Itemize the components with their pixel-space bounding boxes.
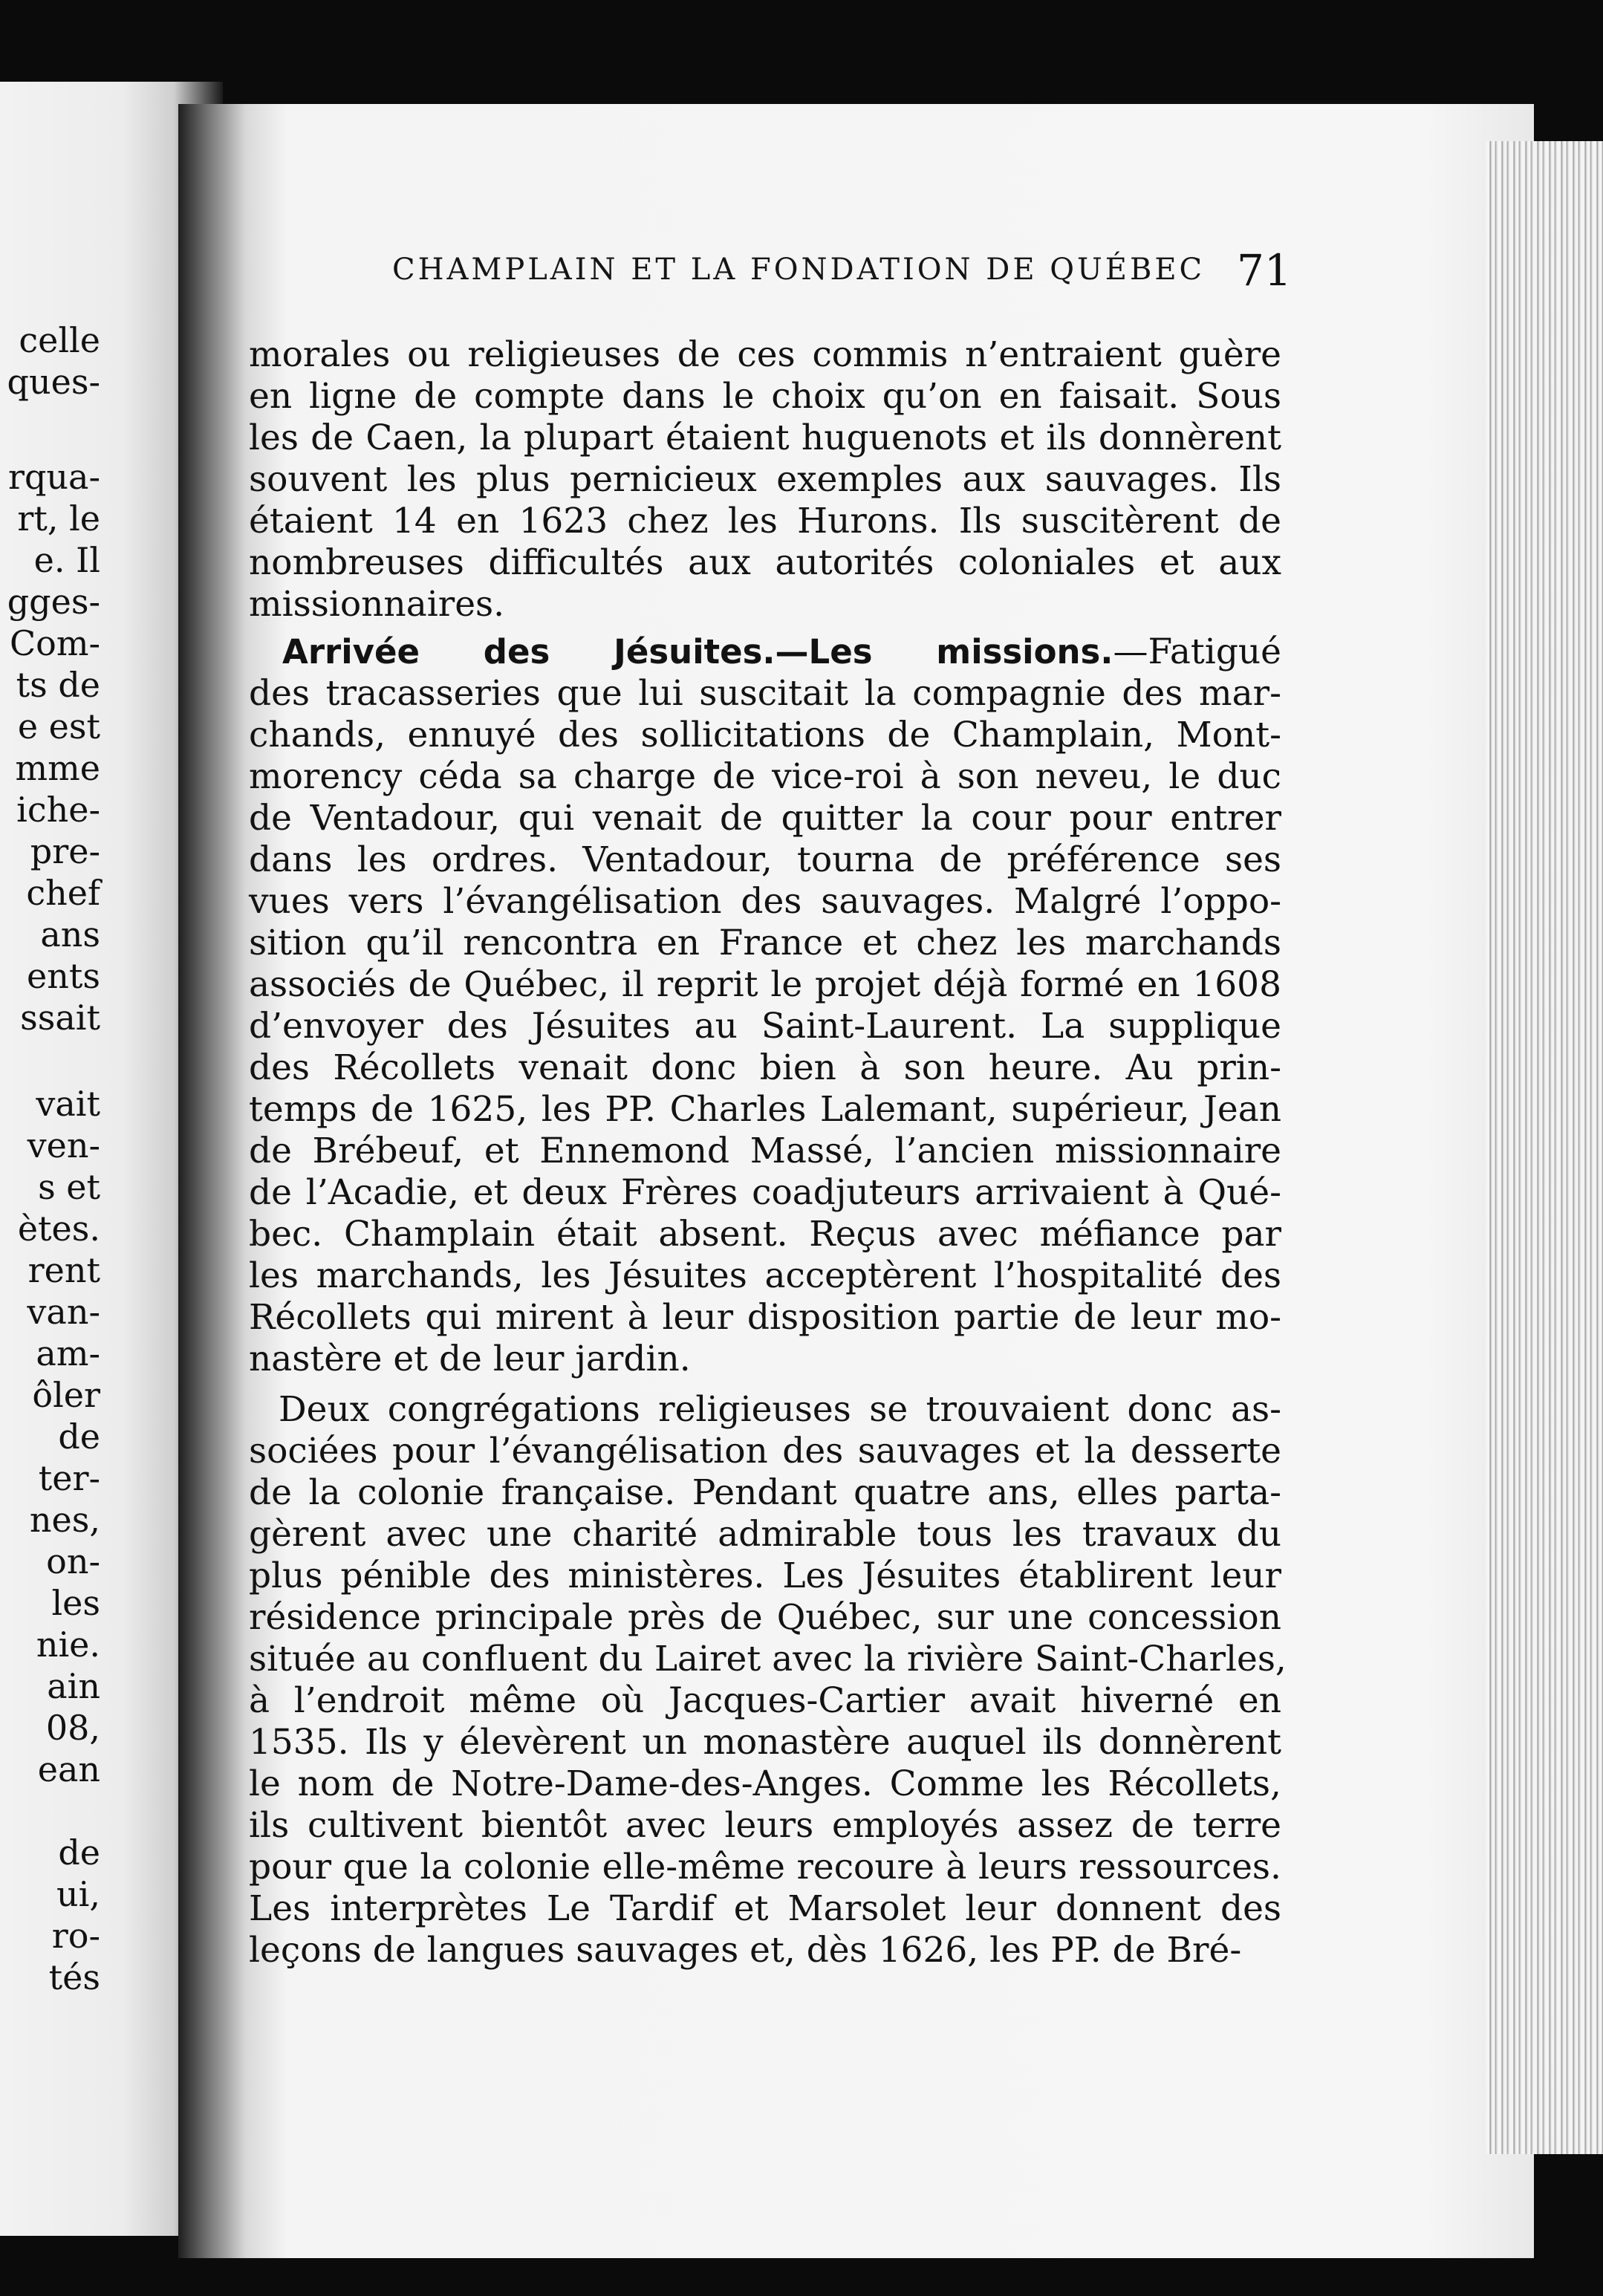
facing-page-line: rent bbox=[27, 1250, 100, 1290]
text-line: d’envoyer des Jésuites au Saint-Laurent. La supplique bbox=[249, 1006, 1281, 1047]
facing-page-line: on- bbox=[46, 1541, 100, 1581]
facing-page-line: ents bbox=[27, 956, 100, 996]
facing-page-line: ven- bbox=[27, 1125, 100, 1165]
text-line: résidence principale près de Québec, sur une concession bbox=[249, 1597, 1281, 1638]
facing-page-line: vait bbox=[36, 1084, 100, 1124]
facing-page-line: ôler bbox=[32, 1375, 100, 1415]
facing-page-line: van- bbox=[27, 1292, 100, 1332]
facing-page-line: chef bbox=[26, 873, 100, 913]
text-line: des Récollets venait donc bien à son heure. Au prin- bbox=[249, 1047, 1281, 1088]
facing-page-line: s et bbox=[38, 1167, 100, 1207]
facing-page-line: les bbox=[51, 1583, 100, 1623]
facing-page-line: de bbox=[58, 1417, 100, 1457]
text-line: gèrent avec une charité admirable tous les travaux du bbox=[249, 1514, 1281, 1555]
text-line: temps de 1625, les PP. Charles Lalemant, supérieur, Jean bbox=[249, 1089, 1281, 1130]
page-edges bbox=[1486, 141, 1603, 2154]
section-heading-line bbox=[282, 631, 1281, 673]
facing-page-line: de bbox=[58, 1832, 100, 1873]
facing-page-line: mme bbox=[15, 748, 100, 788]
text-line: de Ventadour, qui venait de quitter la cour pour entrer bbox=[249, 798, 1281, 839]
text-line: étaient 14 en 1623 chez les Hurons. Ils suscitèrent de bbox=[249, 501, 1281, 542]
text-line: bec. Champlain était absent. Reçus avec méfiance par bbox=[249, 1214, 1281, 1255]
text-line: de l’Acadie, et deux Frères coadjuteurs arrivaient à Qué- bbox=[249, 1172, 1281, 1213]
text-line: le nom de Notre-Dame-des-Anges. Comme les Récollets, bbox=[249, 1763, 1281, 1804]
facing-page-line: rqua- bbox=[7, 457, 100, 497]
facing-page-line: celle bbox=[19, 320, 100, 360]
facing-page-line: tés bbox=[48, 1957, 100, 1997]
text-line: de Brébeuf, et Ennemond Massé, l’ancien missionnaire bbox=[249, 1131, 1281, 1171]
facing-page-line: ques- bbox=[7, 362, 100, 402]
text-line: à l’endroit même où Jacques-Cartier avait hiverné en bbox=[249, 1680, 1281, 1721]
text-line: plus pénible des ministères. Les Jésuites établirent leur bbox=[249, 1555, 1281, 1596]
facing-page-line: ean bbox=[37, 1749, 100, 1789]
text-line: 1535. Ils y élevèrent un monastère auquel ils donnèrent bbox=[249, 1722, 1281, 1763]
facing-page-line: ssait bbox=[20, 998, 100, 1038]
text-line: vues vers l’évangélisation des sauvages. Malgré l’oppo- bbox=[249, 881, 1281, 922]
text-line: souvent les plus pernicieux exemples aux sauvages. Ils bbox=[249, 459, 1281, 500]
section-heading: Arrivée des Jésuites.—Les missions. bbox=[282, 632, 1113, 671]
facing-page-line: Com- bbox=[9, 623, 100, 663]
text-line: sociées pour l’évangélisation des sauvages et la desserte bbox=[249, 1431, 1281, 1471]
text-line: morales ou religieuses de ces commis n’entraient guère bbox=[249, 334, 1281, 375]
text-line: morency céda sa charge de vice-roi à son neveu, le duc bbox=[249, 756, 1281, 797]
text-line: Les interprètes Le Tardif et Marsolet leur donnent des bbox=[249, 1888, 1281, 1929]
text-line: de la colonie française. Pendant quatre ans, elles parta- bbox=[249, 1472, 1281, 1513]
facing-page-line: ain bbox=[47, 1666, 100, 1706]
text-line: ils cultivent bientôt avec leurs employés assez de terre bbox=[249, 1805, 1281, 1846]
facing-page-line: 08, bbox=[45, 1708, 100, 1748]
text-line: chands, ennuyé des sollicitations de Champlain, Mont- bbox=[249, 715, 1281, 755]
text-line: les de Caen, la plupart étaient huguenots et ils donnèrent bbox=[249, 417, 1281, 458]
text-line: Deux congrégations religieuses se trouvaient donc as- bbox=[279, 1389, 1281, 1430]
text-line: dans les ordres. Ventadour, tourna de préférence ses bbox=[249, 839, 1281, 880]
facing-page-line: e est bbox=[17, 706, 100, 747]
text-line: Récollets qui mirent à leur disposition partie de leur mo- bbox=[249, 1297, 1281, 1338]
facing-page-line: pre- bbox=[30, 831, 100, 871]
text-line: leçons de langues sauvages et, dès 1626, les PP. de Bré- bbox=[249, 1930, 1242, 1971]
heading-continuation: —Fatigué bbox=[1113, 631, 1281, 672]
text-line: en ligne de compte dans le choix qu’on en faisait. Sous bbox=[249, 376, 1281, 417]
text-line: nombreuses difficultés aux autorités coloniales et aux bbox=[249, 542, 1281, 583]
facing-page-line: ts de bbox=[16, 665, 100, 705]
text-line: associés de Québec, il reprit le projet déjà formé en 1608 bbox=[249, 964, 1281, 1005]
facing-page-line: rt, le bbox=[17, 498, 100, 539]
facing-page-line: am- bbox=[36, 1333, 100, 1373]
facing-page-line: ans bbox=[40, 914, 100, 955]
text-line: missionnaires. bbox=[249, 584, 505, 625]
facing-page-line: ui, bbox=[56, 1874, 100, 1914]
text-line: pour que la colonie elle-même recoure à leurs ressources. bbox=[249, 1847, 1281, 1887]
facing-page-line: e. Il bbox=[33, 540, 100, 580]
facing-page-line: ter- bbox=[38, 1458, 100, 1498]
text-line: nastère et de leur jardin. bbox=[249, 1339, 691, 1379]
text-line: des tracasseries que lui suscitait la compagnie des mar- bbox=[249, 673, 1281, 714]
facing-page-line: gges- bbox=[7, 582, 100, 622]
text-line: sition qu’il rencontra en France et chez les marchands bbox=[249, 923, 1281, 963]
text-line: les marchands, les Jésuites acceptèrent l’hospitalité des bbox=[249, 1255, 1281, 1296]
facing-page-line: nie. bbox=[36, 1625, 100, 1665]
page-number: 71 bbox=[1237, 245, 1292, 296]
facing-page-line: ètes. bbox=[17, 1209, 100, 1249]
facing-page-line: nes, bbox=[29, 1500, 100, 1540]
facing-page-line: ro- bbox=[51, 1916, 100, 1956]
running-head: CHAMPLAIN ET LA FONDATION DE QUÉBEC bbox=[392, 253, 1206, 287]
facing-page-line: iche- bbox=[16, 790, 100, 830]
text-line: située au confluent du Lairet avec la rivière Saint-Charles, bbox=[249, 1639, 1287, 1679]
